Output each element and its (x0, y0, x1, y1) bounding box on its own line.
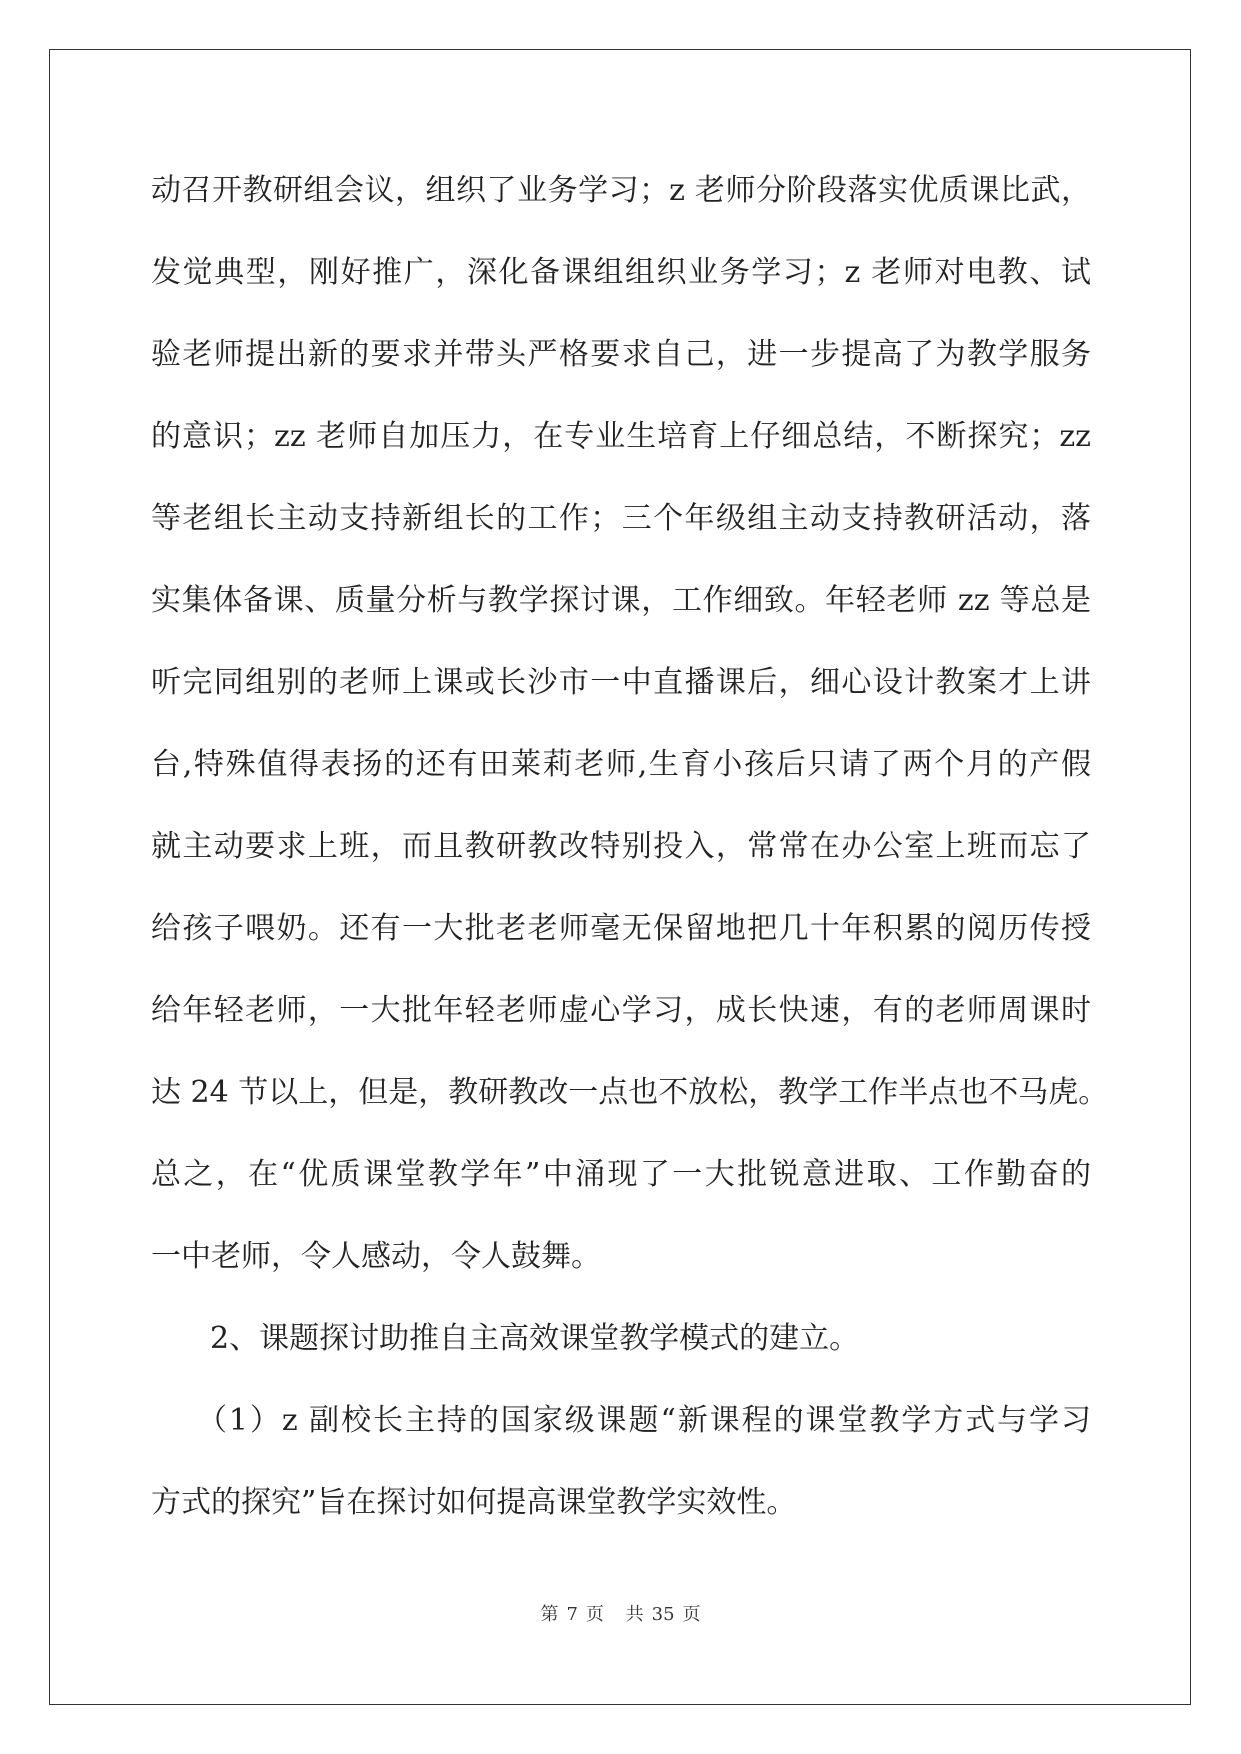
text-line: 给年轻老师，一大批年轻老师虚心学习，成长快速，有的老师周课时 (151, 993, 1091, 1028)
text-line: 听完同组别的老师上课或长沙市一中直播课后，细心设计教案才上讲 (151, 665, 1091, 700)
text-line: 给孩子喂奶。还有一大批老老师毫无保留地把几十年积累的阅历传授 (151, 911, 1091, 946)
text-line: 就主动要求上班，而且教研教改特别投入，常常在办公室上班而忘了 (151, 829, 1091, 864)
document-body (151, 162, 1109, 1556)
page-number-footer (0, 1600, 1241, 1626)
text-line: （1）z 副校长主持的国家级课题“新课程的课堂教学方式与学习 (197, 1403, 1091, 1438)
text-line: 动召开教研组会议，组织了业务学习；z 老师分阶段落实优质课比武， (151, 173, 1091, 208)
page-total-label: 共 35 页 (625, 1604, 701, 1625)
page-current-label: 第 7 页 (540, 1604, 604, 1625)
text-line: 等老组长主动支持新组长的工作；三个年级组主动支持教研活动，落 (151, 501, 1091, 536)
text-line: 的意识；zz 老师自加压力，在专业生培育上仔细总结，不断探究；zz (151, 419, 1091, 454)
text-line: 达 24 节以上，但是，教研教改一点也不放松，教学工作半点也不马虎。 (151, 1075, 1109, 1110)
text-line: 方式的探究”旨在探讨如何提高课堂教学实效性。 (151, 1485, 797, 1520)
text-line: 一中老师，令人感动，令人鼓舞。 (151, 1239, 601, 1274)
text-line: 验老师提出新的要求并带头严格要求自己，进一步提高了为教学服务 (151, 337, 1091, 372)
text-line: 发觉典型，刚好推广，深化备课组组织业务学习；z 老师对电教、试 (151, 255, 1091, 290)
text-line: 台,特殊值得表扬的还有田莱莉老师,生育小孩后只请了两个月的产假 (151, 747, 1091, 782)
text-line: 总之，在“优质课堂教学年”中涌现了一大批锐意进取、工作勤奋的 (151, 1157, 1091, 1192)
section-heading: 2、课题探讨助推自主高效课堂教学模式的建立。 (210, 1321, 860, 1356)
text-line: 实集体备课、质量分析与教学探讨课，工作细致。年轻老师 zz 等总是 (151, 583, 1091, 618)
